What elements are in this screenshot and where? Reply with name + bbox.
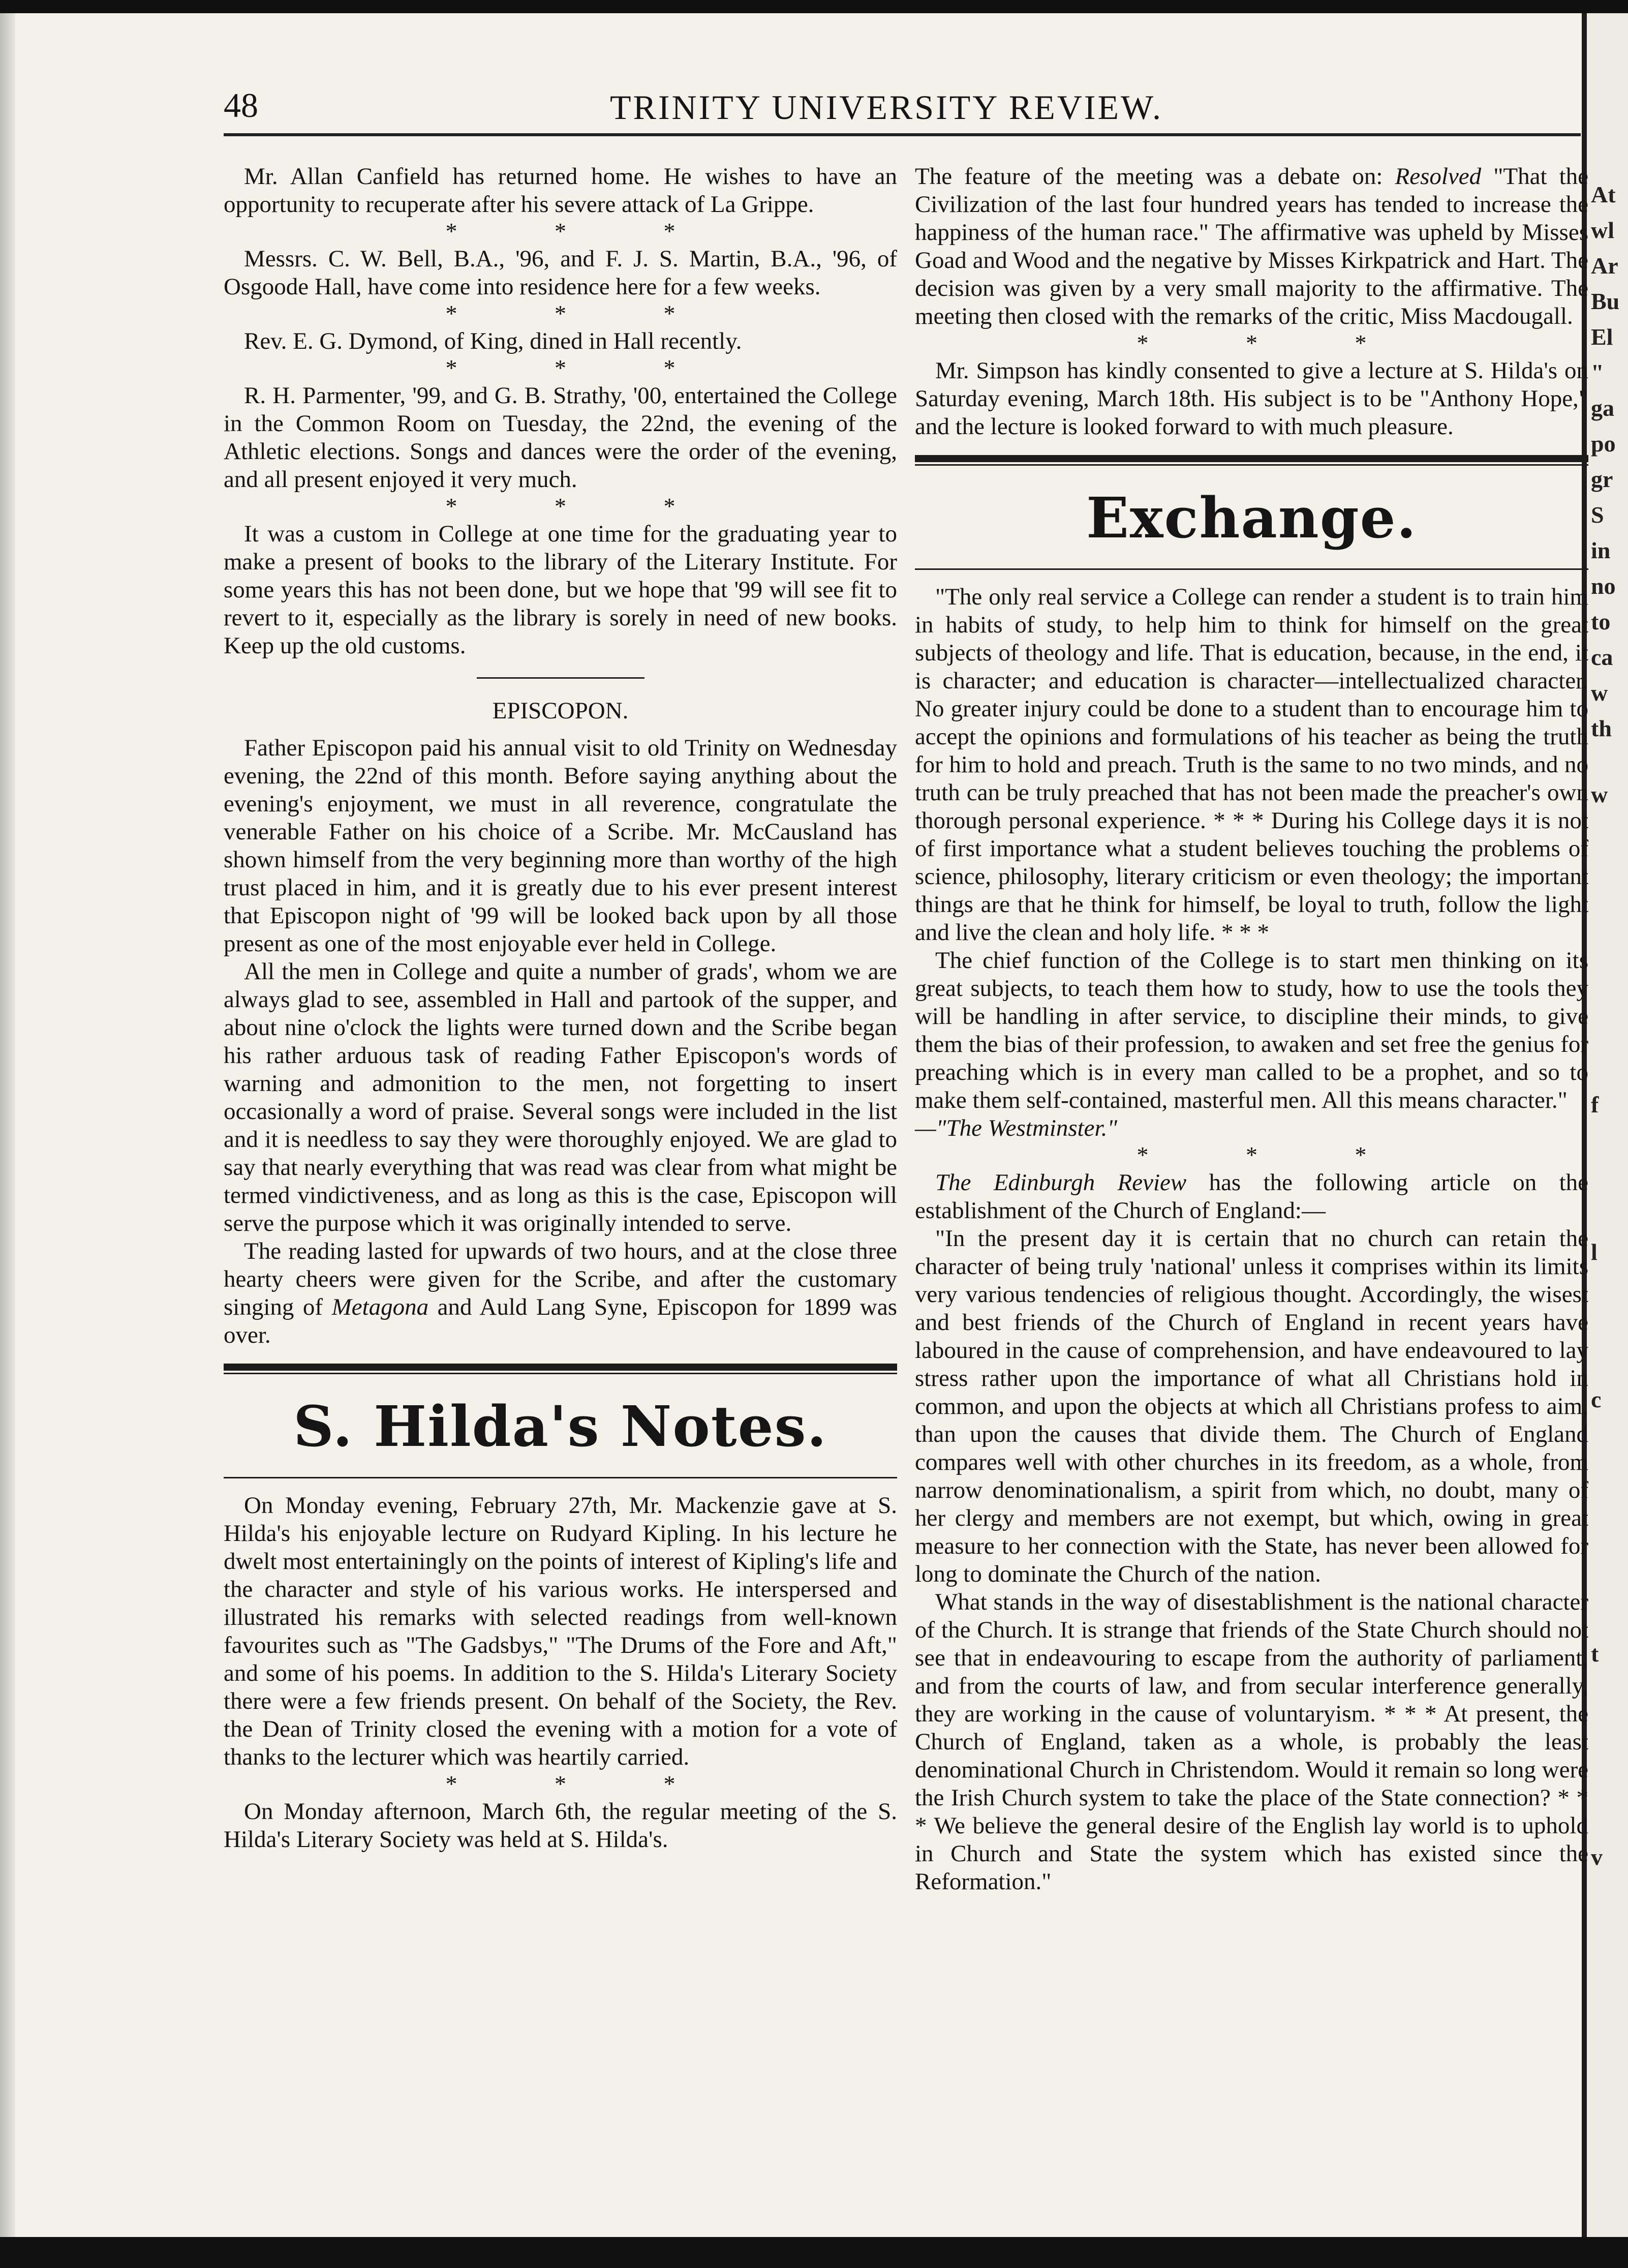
episcopon-paragraph: Father Episcopon paid his annual visit to old Trinity on Wednesday evening, the 22nd of this month. Before saying anything about the evening's enjoyment, we must in all reverence, congratulate the venerable Father on his choice of a Scribe. Mr. McCausland has shown himself from the very beginning more than worthy of the high trust placed in him, and it is greatly due to his ever present interest that Episcopon night of '99 will be looked back upon by all those present as one of the most enjoyable ever held in College. [224,735,897,957]
text-run: The reading lasted for upwards of two hours, and at the close three hearty cheers were given for the Scribe, and after the customary singing of [224,1238,897,1320]
thin-rule [224,1373,897,1374]
fragment: l [1591,1239,1598,1265]
exchange-heading: Exchange. [1086,485,1417,551]
page-number: 48 [224,86,258,125]
adjacent-page-strip [1587,13,1628,2237]
heavy-rule [915,455,1588,462]
separator-stars: * * * [445,218,721,244]
hildas-notes-heading: S. Hilda's Notes. [293,1394,827,1459]
fragment: At [1591,182,1616,207]
section-divider [477,677,644,679]
left-column [224,163,897,1854]
fragment: wl [1591,217,1614,243]
separator-stars: * * * [445,355,721,381]
fragment: gr [1591,466,1613,492]
note-paragraph: Mr. Allan Canfield has returned home. He wishes to have an opportunity to recuperate after his severe attack of La Grippe. [224,163,897,218]
note-paragraph: It was a custom in College at one time for the graduating year to make a present of books to the library of the Literary Institute. For some years this has not been done, but we hope that '99 will see fit to revert to it, especially as the library is sorely in need of new books. Keep up the old customs. [224,521,897,659]
thin-rule [915,464,1588,466]
page-header [224,75,1586,131]
separator-stars: * * * [1136,1142,1412,1168]
fragment: S [1591,502,1604,528]
right-column [915,163,1588,1896]
scan-edge-bottom [0,2237,1628,2268]
separator-stars: * * * [445,1771,721,1797]
scan-edge-top [0,0,1628,13]
fragment: f [1591,1092,1599,1117]
journal-title: TRINITY UNIVERSITY REVIEW. [610,88,1163,127]
fragment: Ar [1591,253,1618,279]
header-rule [224,133,1581,136]
fragment: El [1591,324,1613,350]
separator-stars: * * * [1136,330,1412,356]
fragment: ga [1591,395,1614,421]
scan-edge-left [0,13,15,2268]
separator-stars: * * * [445,300,721,326]
fragment: c [1591,1386,1602,1412]
exchange-paragraph: "In the present day it is certain that no church can retain the character of being truly 'national' unless it comprises within its limits very various tendencies of religious thought. Accordingly, the wisest and best friends of the Church of England in recent years have laboured in the cause of comprehension, and have endeavoured to lay stress rather upon the importance of what all Christians hold in common, and upon the objects at which all Christians profess to aim, than upon the causes that divide them. The Church of England compares well with other churches in its freedom, as a whole, from narrow denominationalism, a spirit from which, no doubt, many of her clergy and members are not exempt, but which, owing in great measure to her connection with the State, has never been allowed for long to dominate the Church of the nation. [915,1225,1588,1587]
episcopon-paragraph: All the men in College and quite a number of grads', whom we are always glad to see, assembled in Hall and partook of the supper, and about nine o'clock the lights were turned down and the Scribe began his rather arduous task of reading Father Episcopon's words of warning and admonition to the men, not forgetting to insert occasionally a word of praise. Several songs were included in the list and it is needless to say they were thoroughly enjoyed. We are glad to say that nearly everything that was read was clear from what might be termed vindictiveness, and as long as this is the case, Episcopon will serve the purpose which it was originally intended to serve. [224,958,897,1236]
hildas-paragraph: On Monday evening, February 27th, Mr. Mackenzie gave at S. Hilda's his enjoyable lecture on Rudyard Kipling. In his lecture he dwelt most entertainingly on the points of interest of Kipling's life and the character and style of his various works. He interspersed and illustrated his remarks with selected readings from well-known favourites such as "The Gadsbys," "The Drums of the Fore and Aft," and some of his poems. In addition to the S. Hilda's Literary Society there were a few friends present. On behalf of the Society, the Rev. the Dean of Trinity closed the evening with a motion for a vote of thanks to the lecturer which was heartily carried. [224,1492,897,1770]
quote-source: —"The Westminster." [915,1115,1118,1141]
exchange-paragraph [915,947,1588,1142]
fragment: w [1591,680,1608,706]
text-run: The chief function of the College is to start men thinking on its great subjects, to teach them how to study, how to use the tools they will be handling in after service, to discipline their minds, to give them the bias of their profession, to awaken and set free the genius for preaching which is in every man called to be a prophet, and so to make them self-contained, masterful men. All this means character." [915,947,1588,1113]
italic-title: Metagona [331,1294,429,1320]
heading-underline [224,1477,897,1478]
fragment: v [1591,1844,1603,1870]
episcopon-heading: EPISCOPON. [492,698,629,724]
separator-stars: * * * [445,493,721,519]
episcopon-paragraph [224,1237,897,1349]
exchange-paragraph: What stands in the way of disestablishment is the national character of the Church. It is strange that friends of the State Church should not see that in endeavouring to escape from the authority of parliament, and from the courts of law, and from secular interference generally, they are working in the cause of voluntaryism. * * * At present, the Church of England, taken as a whole, is probably the least denominational Church in Christendom. Would it remain so long were the Irish Church system to take the place of the State connection? * * * We believe the general desire of the English lay world is to uphold in Church and State the system which has existed since the Reformation." [915,1589,1588,1895]
fragment: " [1591,359,1604,385]
fragment: t [1591,1641,1599,1667]
fragment: in [1591,537,1611,563]
heavy-rule [224,1364,897,1371]
italic-title: The Edinburgh Review [935,1169,1187,1196]
note-paragraph: Rev. E. G. Dymond, of King, dined in Hall recently. [244,328,742,354]
note-paragraph: R. H. Parmenter, '99, and G. B. Strathy, '00, entertained the College in the Common Room on Tuesday, the 22nd, the evening of the Athletic elections. Songs and dances were the order of the evening, and all present enjoyed it very much. [224,382,897,493]
fragment: po [1591,431,1616,457]
fragment: Bu [1591,288,1620,314]
note-paragraph: Messrs. C. W. Bell, B.A., '96, and F. J. S. Martin, B.A., '96, of Osgoode Hall, have come into residence here for a few weeks. [224,246,897,300]
text-run: and Auld Lang Syne, Episcopon for 1899 was over. [224,1294,898,1348]
fragment: to [1591,609,1611,634]
fragment: w [1591,781,1608,807]
fragment: ca [1591,644,1613,670]
text-run: has the following article on the establishment of the Church of England:— [915,1169,1588,1224]
hildas-paragraph: Mr. Simpson has kindly consented to give a lecture at S. Hilda's on Saturday evening, March 18th. His subject is to be "Anthony Hope," and the lecture is looked forward to with much pleasure. [915,357,1588,440]
italic-word: Resolved [1395,163,1482,190]
heading-underline [915,568,1588,570]
text-run: "That the Civilization of the last four hundred years has tended to increase the happiness of the human race." The affirmative was upheld by Misses Goad and Wood and the negative by Misses Kirkpatrick and Hart. The decision was given by a very small majority to the affirmative. The meeting then closed with the remarks of the critic, Miss Macdougall. [915,163,1588,329]
exchange-paragraph [915,1169,1588,1225]
fragment: no [1591,573,1616,599]
exchange-paragraph: "The only real service a College can render a student is to train him in habits of study, to help him to think for himself on the great subjects of theology and life. That is education, because, in the end, it is character; and education is character—intellectualized character. No greater injury could be done to a student than to encourage him to accept the opinions and formulations of his teacher as being the truth for him to hold and preach. Truth is the same to no two minds, and no truth can be truly preached that has not been made the preacher's own thorough personal experience. * * * During his College days it is not of first importance what a student believes touching the problems of science, philosophy, literary criticism or even theology; the important things are that he think for himself, be loyal to truth, follow the light and live the clean and holy life. * * * [915,584,1588,946]
text-run: The feature of the meeting was a debate on: [915,163,1395,190]
hildas-paragraph [915,163,1588,330]
hildas-paragraph: On Monday afternoon, March 6th, the regular meeting of the S. Hilda's Literary Society was held at S. Hilda's. [224,1798,897,1853]
fragment: th [1591,715,1612,741]
